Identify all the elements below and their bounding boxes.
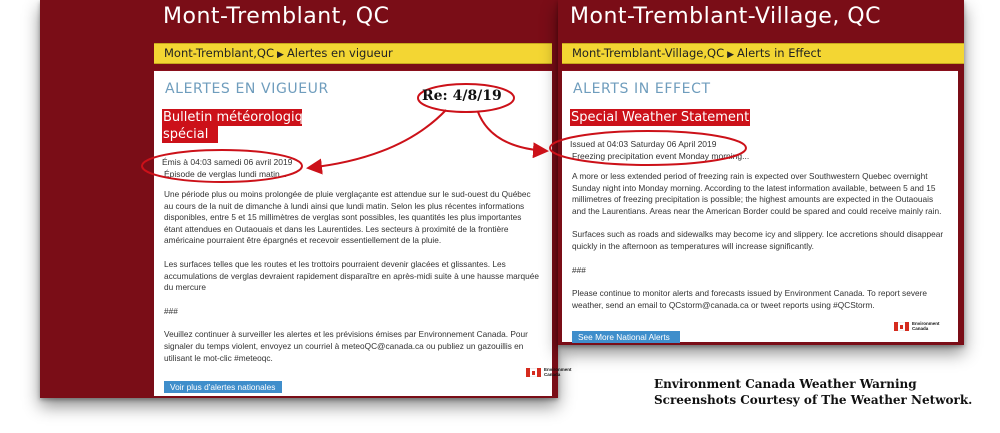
breadcrumb-location-link[interactable]: Mont-Tremblant,QC [164, 46, 275, 60]
more-national-alerts-button[interactable]: Voir plus d'alertes nationales [164, 381, 282, 393]
logo-text-line: Environment [912, 321, 940, 326]
image-caption [654, 376, 972, 408]
alerts-heading: ALERTES EN VIGUEUR [165, 81, 329, 97]
more-national-alerts-button[interactable]: See More National Alerts [572, 331, 680, 343]
city-title: Mont-Tremblant-Village, QC [570, 4, 881, 29]
issued-timestamp: Émis à 04:03 samedi 06 avril 2019 [162, 157, 293, 167]
alert-content [562, 70, 958, 342]
breadcrumb-current: Alerts in Effect [737, 46, 822, 60]
canada-flag-icon [894, 322, 909, 331]
body-paragraph: Please continue to monitor alerts and forecasts issued by Environment Canada. To report severe weather, send an email to QCstorm@canada.ca or tweet reports using #QCStorm. [572, 288, 927, 310]
logo-text-line: Canada [544, 372, 561, 377]
body-paragraph: ### [164, 305, 178, 316]
breadcrumb [154, 43, 552, 64]
alert-body [572, 171, 948, 311]
logo-text-line: Canada [912, 326, 929, 331]
breadcrumb [562, 43, 964, 64]
bulletin-title-line-1: Bulletin météorologique [163, 110, 320, 125]
city-title: Mont-Tremblant, QC [163, 4, 390, 29]
caption-line: Environment Canada Weather Warning [654, 377, 917, 391]
alert-summary: Épisode de verglas lundi matin... [164, 169, 287, 179]
canada-flag-icon [526, 368, 541, 377]
body-paragraph: Une période plus ou moins prolongée de pluie verglaçante est attendue sur le sud-ouest du Québec au cours de la nuit de dimanche à lundi ainsi que lundi matin. Selon les plus récentes informations disponibles, entre 5 et 15 millimètres de verglas sont possibles, les quantités les plus importantes étant attendues en Outaouais et dans les Laurentides. Les secteurs à proximité de la frontière américaine pourraient être épargnés et recevoir essentiellement de la pluie. [164, 189, 531, 246]
annotation-re-date: Re: 4/8/19 [422, 88, 502, 104]
breadcrumb-location-link[interactable]: Mont-Tremblant-Village,QC [572, 46, 725, 60]
bulletin-title-line-2: spécial [162, 126, 218, 143]
caption-line: Screenshots Courtesy of The Weather Network. [654, 393, 973, 407]
body-paragraph: Veuillez continuer à surveiller les alertes et les prévisions émises par Environnement Canada. Pour signaler du temps violent, envoyez un courriel à meteoQC@canada.ca ou publiez un gazouillis en utilisant le mot-clic #meteoqc. [164, 329, 528, 363]
body-paragraph: Les surfaces telles que les routes et les trottoirs pourraient devenir glacées et glissantes. Les accumulations de verglas devraient rapidement disparaître en après-midi suite à une hausse marquée du mercure [164, 258, 539, 293]
breadcrumb-current: Alertes en vigueur [286, 46, 393, 60]
logo-text-line: Environment [544, 367, 572, 372]
alert-content [154, 70, 572, 396]
environment-canada-logo [894, 321, 940, 331]
alerts-heading: ALERTS IN EFFECT [573, 81, 711, 97]
body-paragraph: Surfaces such as roads and sidewalks may become icy and slippery. Ice accretions should disappear quickly in the afternoon as temperatures will increase significantly. [572, 229, 944, 251]
environment-canada-logo [526, 367, 572, 377]
alert-summary: Freezing precipitation event Monday morning... [572, 151, 750, 161]
breadcrumb-separator-icon: ▶ [277, 50, 284, 60]
body-paragraph: A more or less extended period of freezing rain is expected over Southwestern Quebec overnight Sunday night into Monday morning. According to the latest information available, between 5 and 15 millimetres of freezing precipitation is possible; the highest amounts are expected in the Outaouais and the Laurentians. Areas near the American Border could be spared and could receive mainly rain. [572, 171, 942, 216]
bulletin-title: Special Weather Statement [571, 110, 750, 125]
breadcrumb-separator-icon: ▶ [727, 50, 735, 60]
body-paragraph: ### [572, 264, 586, 275]
french-alert-window [40, 0, 572, 398]
english-alert-window [558, 0, 964, 345]
issued-timestamp: Issued at 04:03 Saturday 06 April 2019 [570, 139, 717, 149]
alert-body [164, 189, 540, 364]
